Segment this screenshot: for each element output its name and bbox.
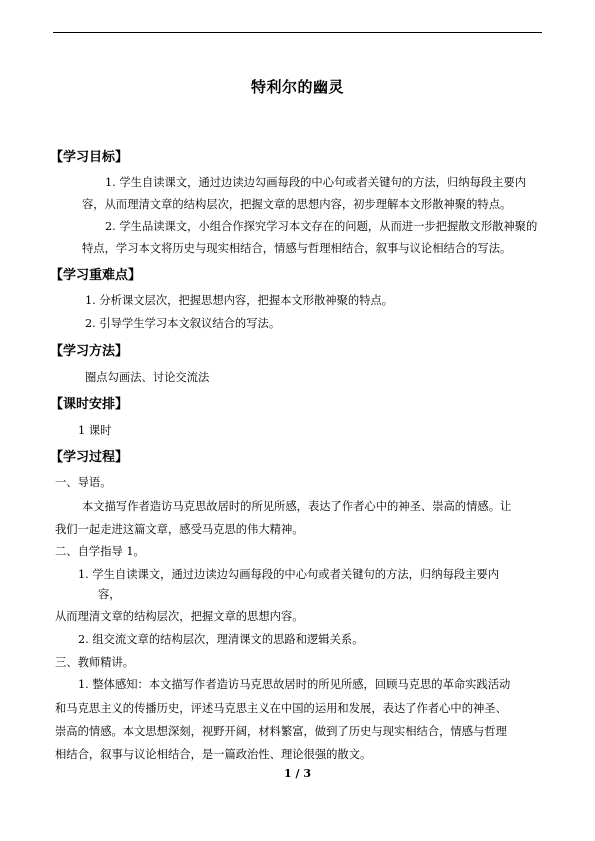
goals-item-1: 1. 学生自读课文，通过边读边勾画每段的中心句或者关键句的方法，归纳每段主要内 [105, 176, 527, 189]
process-part2-item1-cont: 从而理清文章的结构层次，把握文章的思想内容。 [55, 610, 304, 623]
process-part1-line2: 我们一起走进这篇文章，感受马克思的伟大精神。 [55, 523, 304, 536]
section-heading-keypoints: 【学习重难点】 [50, 268, 142, 283]
keypoints-item-1: 1. 分析课文层次，把握思想内容，把握本文形散神聚的特点。 [85, 294, 394, 307]
process-part1-line1: 本文描写作者造访马克思故居时的所见所感，表达了作者心中的神圣、崇高的情感。让 [82, 500, 512, 513]
process-part1-label: 一、导语。 [55, 476, 112, 489]
section-heading-process: 【学习过程】 [50, 450, 129, 465]
process-part3-line1: 1. 整体感知：本文描写作者造访马克思故居时的所见所感，回顾马克思的革命实践活动 [78, 678, 511, 691]
header-rule [53, 32, 542, 33]
process-part3-line2: 和马克思主义的传播历史，评述马克思主义在中国的运用和发展，表达了作者心中的神圣、 [55, 702, 507, 715]
goals-item-2-cont: 特点，学习本文将历史与现实相结合，情感与哲理相结合，叙事与议论相结合的写法。 [82, 242, 512, 255]
goals-item-1-cont: 容，从而理清文章的结构层次，把握文章的思想内容，初步理解本文形散神聚的特点。 [82, 198, 512, 211]
section-heading-schedule: 【课时安排】 [50, 397, 129, 412]
schedule-text: 1 课时 [78, 424, 112, 437]
process-part2-item1-wrap: 容， [98, 588, 121, 601]
document-title: 特利尔的幽灵 [250, 78, 344, 96]
process-part3-line3: 崇高的情感。本文思想深刻，视野开阔，材料繁富，做到了历史与现实相结合，情感与哲理 [55, 725, 507, 738]
process-part2-item2: 2. 组交流文章的结构层次，理清课文的思路和逻辑关系。 [78, 633, 364, 646]
page-number: 1 / 3 [284, 767, 311, 780]
methods-text: 圈点勾画法、讨论交流法 [85, 371, 210, 384]
process-part2-item1: 1. 学生自读课文，通过边读边勾画每段的中心句或者关键句的方法，归纳每段主要内 [78, 568, 500, 581]
process-part3-line4: 相结合，叙事与议论相结合，是一篇政治性、理论很强的散文。 [55, 748, 372, 761]
goals-item-2: 2. 学生品读课文，小组合作探究学习本文存在的问题，从而进一步把握散文形散神聚的 [105, 220, 538, 233]
process-part3-label: 三、教师精讲。 [55, 656, 135, 669]
section-heading-methods: 【学习方法】 [50, 344, 129, 359]
keypoints-item-2: 2. 引导学生学习本文叙议结合的写法。 [85, 317, 281, 330]
section-heading-goals: 【学习目标】 [50, 150, 129, 165]
process-part2-label: 二、自学指导 1。 [55, 545, 145, 558]
